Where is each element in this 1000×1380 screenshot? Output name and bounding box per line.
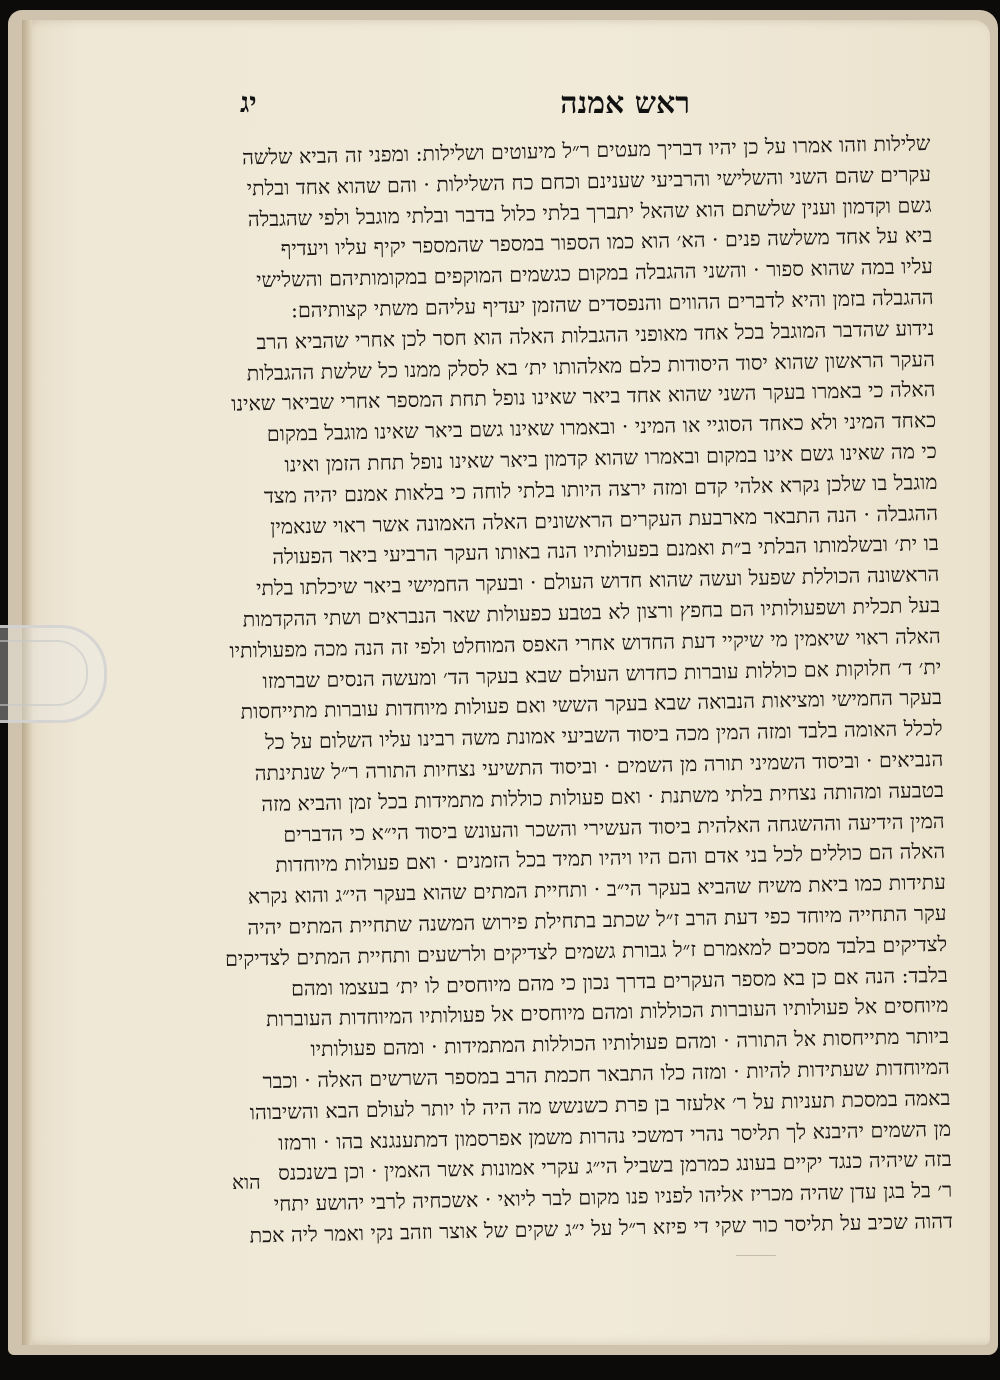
text-line: ר׳ בל בגן עדן שהיה מכריז אליהו לפניו פנו מקום לבר ליואי · אשכחיה לרבי יהושע יתחי xyxy=(273,1177,953,1217)
text-line: האלה ראוי שיאמין מי שיקיי דעת החדוש אחרי האפס המוחלט ולפי זה הנה מכה מפעולותיו xyxy=(229,623,941,663)
folio-number: יג xyxy=(240,86,257,119)
text-line: נידוע שהדבר המוגבל בכל אחד מאופני ההגבלות האלה הוא חסר לכן אחרי שהביא הרב xyxy=(256,315,935,354)
text-line: העקר הראשון שהוא יסוד היסודות כלם מאלהותו ית׳ בא לסלק ממנו כל שלשת ההגבלות xyxy=(246,346,936,385)
text-line: עקר התחייה מיוחד כפי דעת הרב ז״ל שכתב בתחילת פירוש המשנה שתחיית המתים יהיה xyxy=(247,900,947,940)
text-line: בטבעה ומהותה נצחית בלתי משתנת · ואם פעולות כוללות מתמידות בכל זמן והביא מזה xyxy=(261,777,945,816)
text-line: המין הידיעה וההשגחה האלהית ביסוד העשירי והשכר והעונש ביסוד הי״א כי הדברים xyxy=(283,808,945,847)
catchword: הוא xyxy=(232,1170,261,1194)
text-line: עליו במה שהוא ספור · והשני ההגבלה במקום כגשמים המוקפים במקומותיהם והשלישי xyxy=(255,254,934,293)
text-line: הנביאים · וביסוד השמיני תורה מן השמים · וביסוד התשיעי נצחיות התורה ר״ל שנתינתה xyxy=(254,746,944,786)
text-line: בו ית׳ ובשלמותו הבלתי ב״ת ואמנם בפעולותיו הנה באותו העקר הרביעי ביאר הפעולה xyxy=(272,531,939,570)
text-line: באמה במסכת תעניות על ר׳ אלעזר בן פרת כשנשש מה היה לו יותר לעולם הבא והשיבוהו xyxy=(249,1085,951,1125)
text-line: עקרים שהם השני והשלישי והרביעי שענינם וכחם כח השלילות · והם שהוא אחד ובלתי xyxy=(246,161,932,201)
text-line: האלה הם כוללים לכל בני אדם והם היו ויהיו תמיד בכל הזמנים · ואם פעולות מיוחדות xyxy=(275,839,946,878)
text-line: המיוחדות שעתידות להיות · ומזה כלו התבאר חכמת הרב במספר השרשים האלה · וכבר xyxy=(262,1054,950,1094)
text-line: מן השמים יהיבנא לך תליסר נהרי דמשכי נהרות משמן אפרסמון דמתענגנא בהו · ורמזו xyxy=(277,1116,952,1155)
text-line: דהוה שכיב על תליסר כור שקי די פיזא ר״ל על י״ג שקים של אוצר וזהב נקי ואמר ליה אכת xyxy=(249,1208,954,1248)
text-line: עתידות כמו ביאת משיח שהביא בעקר הי״ב · ותחיית המתים שהוא בעקר הי״ג והוא נקרא xyxy=(247,869,947,909)
text-block xyxy=(198,128,954,1248)
text-line: מוגבל בו שלכן נקרא אלהי קדם ומזה ירצה היותו בלתי לוחה כי בלאות אמנם יהיה מצד xyxy=(263,469,938,508)
text-line: בעקר החמישי ומציאות הנבואה שבא בעקר הששי ואם פעולות מיוחדות עוברות מתייחסות xyxy=(240,685,943,724)
running-title: ראש אמנה xyxy=(560,86,690,121)
page-clip-inner xyxy=(0,640,88,706)
text-line: שלילות וזהו אמרו על כן יהיו דבריך מעטים ר״ל מיעוטים ושלילות: ומפני זה הביא שלשה xyxy=(241,130,931,170)
text-line: האלה כי באמרו בעקר השני שהוא אחד ביאר שאינו נופל תחת המספר אחרי שביאר שאינו xyxy=(230,377,936,417)
page-header xyxy=(240,86,920,132)
text-line: ית׳ ד׳ חלוקות אם כוללות עוברות כחדוש העולם שבא בעקר הד׳ ומעשה הנסים שברמזו xyxy=(262,654,942,693)
text-line: הראשונה הכוללת שפעל ועשה שהוא חדוש העולם · ובעקר החמישי ביאר שיכלתו בלתי xyxy=(255,562,940,601)
text-line: ההגבלה בזמן והיא לדברים ההווים והנפסדים שהזמן יעדיף עליהם משתי קצותיהם: xyxy=(290,284,934,323)
text-line: מיוחסים אל פעולותיו העוברות הכוללות ומהם מיוחסים אל פעולותיו המיוחדות העוברות xyxy=(265,993,949,1032)
text-line: בזה שיהיה כנגד יקיים בעונג כמרמן בשביל הי״ג עקרי אמונות אשר האמין · וכן בשנכנס xyxy=(277,1147,952,1186)
text-line: ביותר מתייחסות אל התורה · ומהם פעולותיו הכוללות המתמידות · ומהם פעולותיו xyxy=(310,1023,950,1062)
faint-mark xyxy=(736,1255,776,1274)
text-line: כי מה שאינו גשם אינו במקום ובאמרו שהוא קדמון ביאר שאינו נופל תחת הזמן ואינו xyxy=(284,438,938,477)
text-line: ביא על אחד משלשה פנים · הא׳ הוא כמו הספור במספר שהמספר יקיף עליו ויעדיף xyxy=(280,223,933,262)
text-line: כאחד המיני ולא כאחד הסוגיי או המיני · ובאמרו שאינו גשם ביאר שאינו מוגבל במקום xyxy=(266,408,937,447)
text-line: בעל תכלית ושפעולותיו הם בחפץ ורצון לא בטבע כפעולות שאר הנבראים ושתי ההקדמות xyxy=(242,592,941,632)
text-line: גשם וקדמון וענין שלשתם הוא שהאל יתברך בלתי כלול בדבר ובלתי מוגבל ולפי שהגבלה xyxy=(247,192,932,231)
text-line: בלבד: הנה אם כן בא מספר העקרים בדרך נכון כי מהם מיוחסים לו ית׳ בעצמו ומהם xyxy=(290,962,948,1001)
text-line: ההגבלה · הנה התבאר מארבעת העקרים הראשונים האלה האמונה אשר ראוי שנאמין xyxy=(269,500,939,539)
text-line: לכלל האומה בלבד ומזה המין מכה ביסוד השביעי אמונת משה רבינו עליו השלום על כל xyxy=(264,716,943,755)
text-line: לצדיקים בלבד מסכים למאמרם ז״ל גבורת גשמים לצדיקים ולרשעים ותחיית המתים לצדיקים xyxy=(224,931,948,971)
